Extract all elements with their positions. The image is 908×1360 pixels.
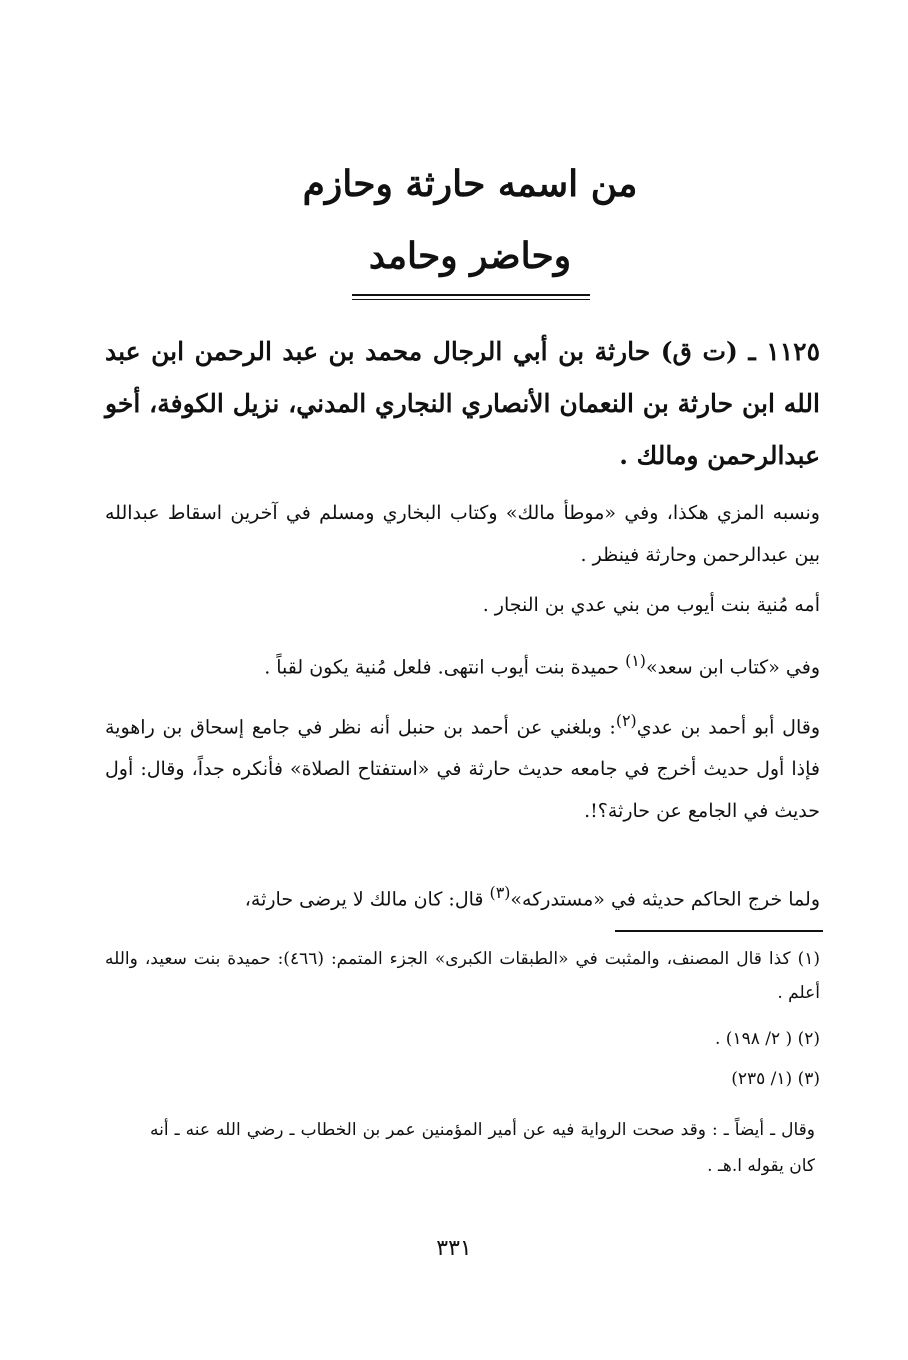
paragraph-text: وفي «كتاب ابن سعد» [645, 656, 820, 679]
paragraph-ibn-adi [105, 700, 820, 832]
paragraph-mother: أمه مُنية بنت أيوب من بني عدي بن النجار . [482, 594, 820, 616]
paragraph-hakim [105, 872, 820, 920]
footnote-ref-1: (١) [625, 651, 646, 670]
paragraph-text: : وبلغني عن أحمد بن حنبل أنه نظر في جامع إسحاق بن راهوية فإذا أول حديث أخرج في جامعه حديث حارثة في «استفتاح الصلاة» فأنكره جداً، وقال: أول حديث في الجامع عن حارثة؟!. [105, 716, 820, 823]
page-number: ٣٣١ [436, 1236, 472, 1261]
footnote-ref-3: (٣) [489, 883, 511, 902]
paragraph-text: قال: كان مالك لا يرضى حارثة، [244, 888, 490, 911]
chapter-heading-line-2: وحاضر وحامد [368, 235, 572, 277]
heading-rule [352, 294, 590, 296]
paragraph-text: وقال أبو أحمد بن عدي [636, 716, 820, 739]
paragraph-ibn-saad [105, 640, 820, 688]
footnote-separator [615, 930, 823, 932]
entry-heading: ١١٢٥ ـ (ت ق) حارثة بن أبي الرجال محمد بن عبد الرحمن ابن عبد الله ابن حارثة بن النعمان الأنصاري النجاري المدني، نزيل الكوفة، أخو عبدالرحمن ومالك . [105, 337, 820, 470]
footnote-2: (٢) ( ٢/ ١٩٨) . [715, 1029, 820, 1049]
chapter-heading-line-1: من اسمه حارثة وحازم [302, 163, 638, 205]
paragraph-text: حميدة بنت أيوب انتهى. فلعل مُنية يكون لقباً . [264, 656, 626, 679]
footnote-ref-2: (٢) [615, 711, 637, 730]
footnote-3: (٣) (١/ ٢٣٥) [731, 1069, 820, 1089]
heading-rule-thin [352, 299, 590, 300]
footnote-3-quote: وقال ـ أيضاً ـ : وقد صحت الرواية فيه عن أمير المؤمنين عمر بن الخطاب ـ رضي الله عنه ـ أنه كان يقوله ا.هـ . [150, 1120, 815, 1176]
paragraph-text: ولما خرج الحاكم حديثه في «مستدركه» [510, 888, 820, 911]
paragraph-lineage: ونسبه المزي هكذا، وفي «موطأ مالك» وكتاب البخاري ومسلم في آخرين اسقاط عبدالله بين عبدالرحمن وحارثة فينظر . [105, 502, 820, 566]
footnote-1: (١) كذا قال المصنف، والمثبت في «الطبقات الكبرى» الجزء المتمم: (٤٦٦): حميدة بنت سعيد، والله أعلم . [105, 949, 820, 1003]
